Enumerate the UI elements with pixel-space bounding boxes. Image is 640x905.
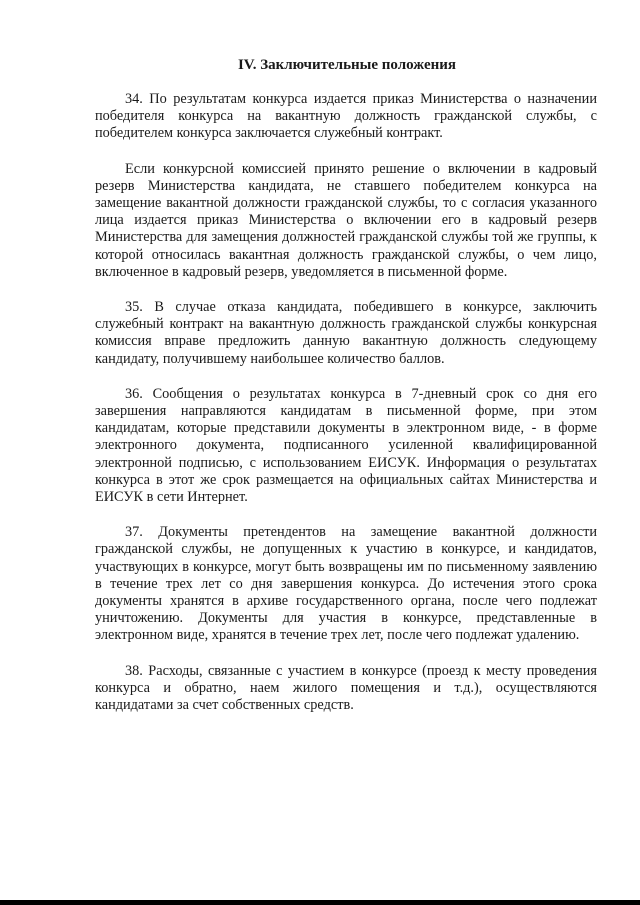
paragraph-38: 38. Расходы, связанные с участием в конкурсе (проезд к месту проведения конкурса и обратно, наем жилого помещения и т.д.), осуществляются кандидатами за счет собственных средств.	[95, 662, 597, 714]
paragraph-34: 34. По результатам конкурса издается приказ Министерства о назначении победителя конкурса на вакантную должность гражданской службы, с победителем конкурса заключается служебный контракт.	[95, 91, 597, 142]
paragraph-34-reserve: Если конкурсной комиссией принято решение о включении в кадровый резерв Министерства кандидата, не ставшего победителем конкурса на замещение вакантной должности гражданской службы, то с согласия указанного лица издается приказ Министерства о включении его в кадровый резерв Министерства для замещения должностей гражданской службы той же группы, к которой относилась вакантная должность гражданской службы, о чем лицо, включенное в кадровый резерв, уведомляется в письменной форме.	[95, 160, 597, 280]
paragraph-35: 35. В случае отказа кандидата, победившего в конкурсе, заключить служебный контракт на вакантную должность гражданской службы конкурсная комиссия вправе предложить данную вакантную должность следующему кандидату, получившему наибольшее количество баллов.	[95, 299, 597, 367]
paragraph-37: 37. Документы претендентов на замещение вакантной должности гражданской службы, не допущенных к участию в конкурсе, и кандидатов, участвующих в конкурсе, могут быть возвращены им по письменному заявлению в течение трех лет со дня завершения конкурса. До истечения этого срока документы хранятся в архиве государственного органа, после чего подлежат уничтожению. Документы для участия в конкурсе, представленные в электронном виде, хранятся в течение трех лет, после чего подлежат удалению.	[95, 524, 597, 644]
section-heading: IV. Заключительные положения	[237, 57, 457, 73]
paragraph-36: 36. Сообщения о результатах конкурса в 7-дневный срок со дня его завершения направляются кандидатам в письменной форме, при этом кандидатам, которые представили документы в электронном виде, - в форме электронного документа, подписанного усиленной квалифицированной электронной подписью, с использованием ЕИСУК. Информация о результатах конкурса в этот же срок размещается на официальных сайтах Министерства и ЕИСУК в сети Интернет.	[95, 385, 597, 506]
document-body	[95, 91, 597, 732]
scan-bottom-edge	[0, 900, 640, 905]
